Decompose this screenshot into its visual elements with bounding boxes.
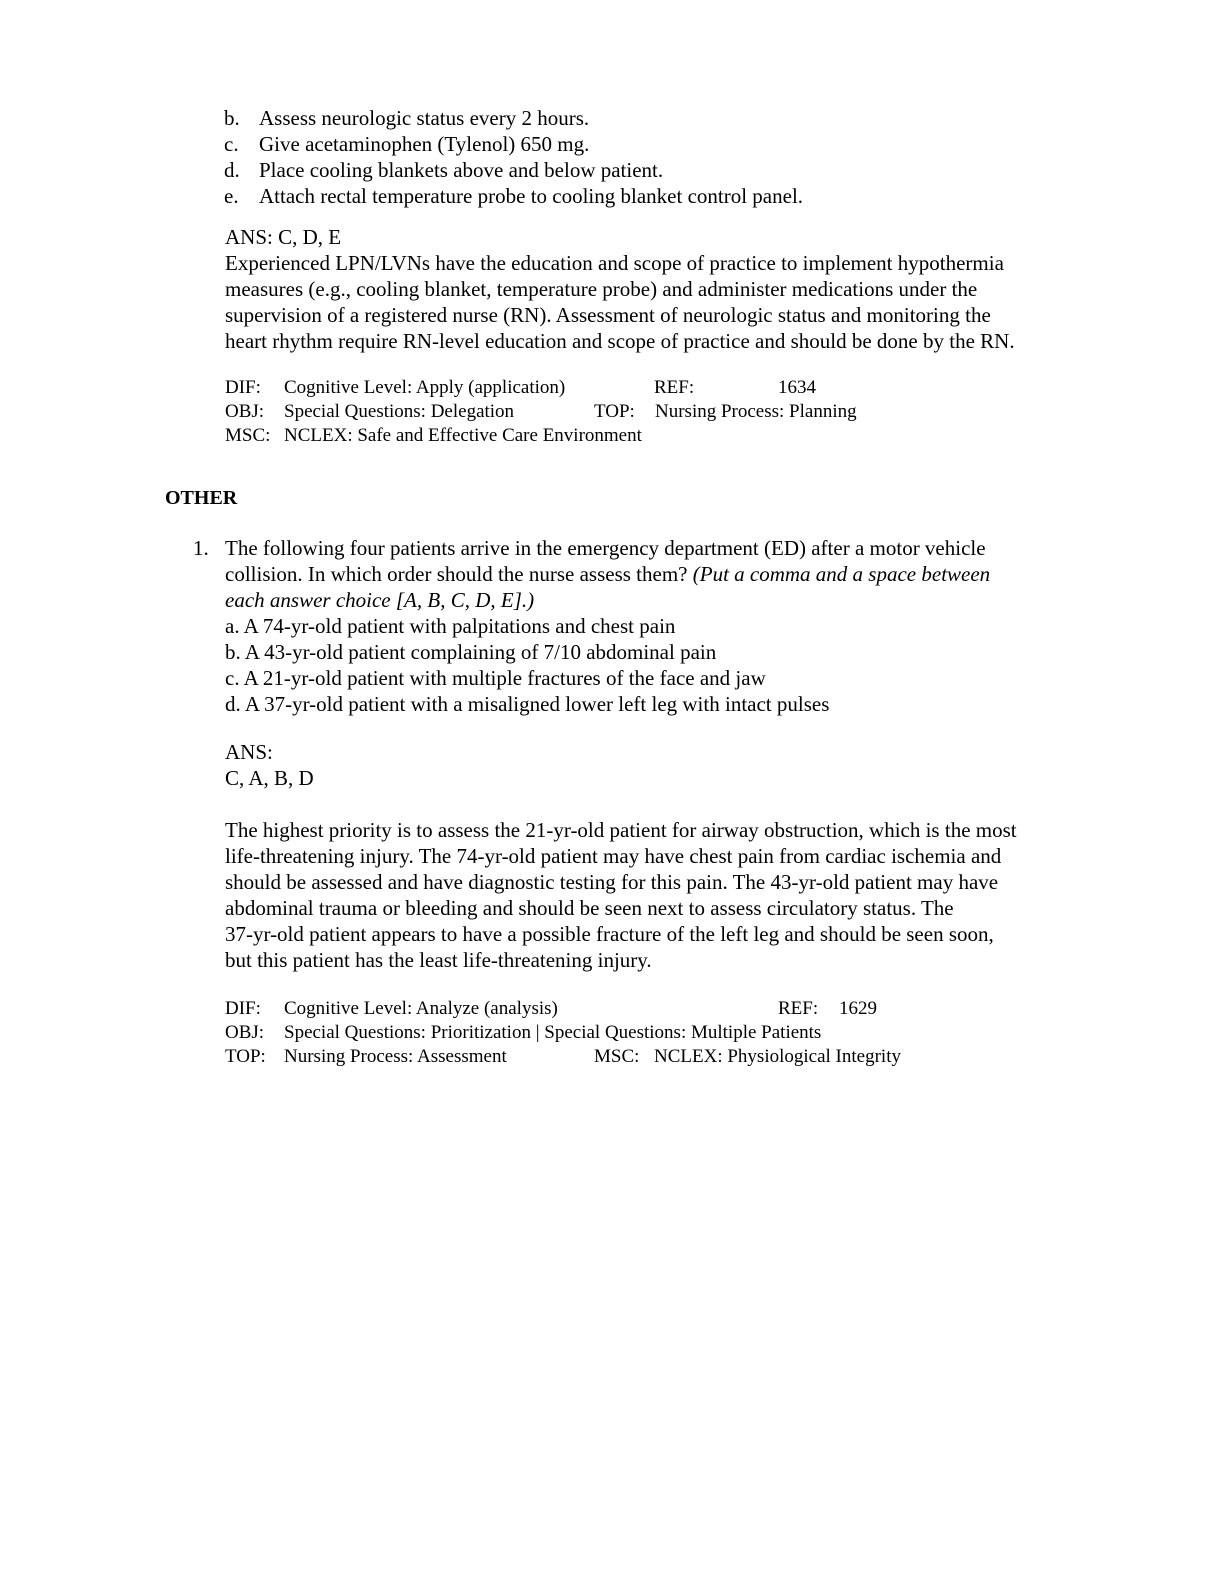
answer-value: C, A, B, D [225,766,314,790]
dif-label: DIF: [225,377,261,398]
rationale-line: The highest priority is to assess the 21-yr-old patient for airway obstruction, which is the most [225,818,1017,842]
rationale-line: 37-yr-old patient appears to have a possible fracture of the left leg and should be seen soon, [225,922,994,946]
top-value: Nursing Process: Planning [655,401,857,422]
ref-value: 1634 [778,377,816,398]
rationale-line: Experienced LPN/LVNs have the education and scope of practice to implement hypothermia [225,251,1004,275]
answer-block [225,739,314,791]
rationale-line: should be assessed and have diagnostic testing for this pain. The 43-yr-old patient may have [225,870,999,894]
option-text: Place cooling blankets above and below patient. [259,158,664,182]
prev-answer-block [225,224,1015,354]
stem-line: The following four patients arrive in the emergency department (ED) after a motor vehicle [225,536,986,560]
msc-value: NCLEX: Safe and Effective Care Environment [284,425,642,446]
top-label: TOP: [225,1046,266,1067]
question-number: 1. [193,536,209,560]
option-text: Attach rectal temperature probe to cooling blanket control panel. [259,184,804,208]
stem-line [225,561,990,587]
rationale-line: heart rhythm require RN-level education and scope of practice and should be done by the RN. [225,329,1015,353]
choice-b: b. A 43-yr-old patient complaining of 7/10 abdominal pain [225,640,717,664]
obj-label: OBJ: [225,401,265,422]
obj-value: Special Questions: Delegation [284,401,515,422]
obj-label: OBJ: [225,1022,265,1043]
top-value: Nursing Process: Assessment [284,1046,507,1067]
stem-instruction-cont: each answer choice [A, B, C, D, E].) [225,588,535,612]
section-heading: OTHER [165,487,238,509]
rationale-line: abdominal trauma or bleeding and should be seen next to assess circulatory status. The [225,896,954,920]
option-text: Give acetaminophen (Tylenol) 650 mg. [259,132,590,156]
choice-c: c. A 21-yr-old patient with multiple fractures of the face and jaw [225,666,766,690]
msc-value: NCLEX: Physiological Integrity [654,1046,901,1067]
ref-label: REF: [778,998,819,1019]
option-letter: b. [224,106,240,130]
choice-d: d. A 37-yr-old patient with a misaligned lower left leg with intact pulses [225,692,830,716]
option-letter: d. [224,158,240,182]
dif-value: Cognitive Level: Apply (application) [284,377,566,398]
option-letter: c. [224,132,239,156]
rationale-line: measures (e.g., cooling blanket, temperature probe) and administer medications under the [225,277,978,301]
stem-plain: collision. In which order should the nurse assess them? [225,562,693,586]
rationale-line: supervision of a registered nurse (RN). Assessment of neurologic status and monitoring the [225,303,991,327]
rationale-line: but this patient has the least life-threatening injury. [225,948,652,972]
dif-value: Cognitive Level: Analyze (analysis) [284,998,558,1019]
msc-label: MSC: [225,425,271,446]
rationale-line: life-threatening injury. The 74-yr-old patient may have chest pain from cardiac ischemia and [225,844,1002,868]
rationale-block [225,817,1017,973]
ref-label: REF: [654,377,695,398]
stem-instruction: (Put a comma and a space between [692,562,991,586]
prev-answer: ANS: C, D, E [225,225,342,249]
msc-label: MSC: [594,1046,640,1067]
choice-a: a. A 74-yr-old patient with palpitations and chest pain [225,614,676,638]
option-letter: e. [224,184,239,208]
ref-value: 1629 [839,998,877,1019]
obj-value: Special Questions: Prioritization | Special Questions: Multiple Patients [284,1022,822,1043]
question-stem [225,535,990,717]
option-text: Assess neurologic status every 2 hours. [259,106,590,130]
dif-label: DIF: [225,998,261,1019]
top-label: TOP: [594,401,635,422]
answer-label: ANS: [225,740,273,764]
